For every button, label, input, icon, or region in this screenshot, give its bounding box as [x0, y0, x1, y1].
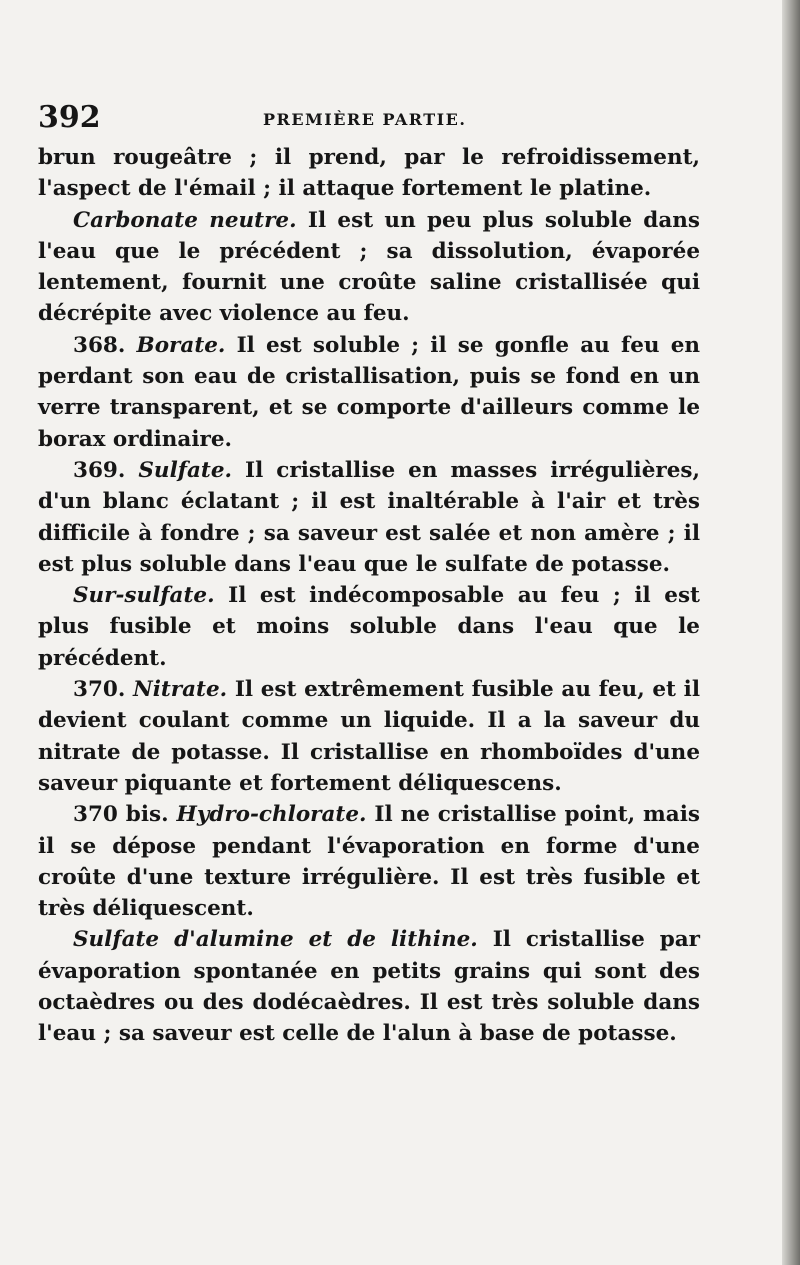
paragraph-text: Il est indécomposable au feu ; il est plus fusible et moins soluble dans l'eau que le précédent.	[38, 583, 700, 671]
paragraph-title: Sulfate d'alumine et de lithine.	[73, 927, 478, 953]
paragraph-text: Il est extrêmement fusible au feu, et il devient coulant comme un liquide. Il a la saveur du nitrate de potasse. Il cristallise en rhomboïdes d'une saveur piquante et fortement déliquescens.	[38, 677, 700, 796]
paragraph-370bis-hydro-chlorate	[38, 799, 700, 924]
page-edge-shadow	[782, 0, 800, 1265]
section-number: 370 bis.	[73, 802, 177, 828]
page-header	[38, 100, 728, 140]
paragraph-370-nitrate	[38, 674, 700, 799]
paragraph-text: Il est un peu plus soluble dans l'eau que le précédent ; sa dissolution, évaporée lentement, fournit une croûte saline cristallisée qui décrépite avec violence au feu.	[38, 207, 700, 327]
paragraph-continuation	[38, 142, 700, 205]
page-number: 392	[38, 100, 101, 135]
paragraph-sur-sulfate	[38, 580, 700, 674]
paragraph-text: Il ne cristallise point, mais il se dépose pendant l'évaporation en forme d'une croûte d'une texture irrégulière. Il est très fusible et très déliquescent.	[38, 802, 700, 922]
section-number: 369.	[73, 457, 139, 483]
paragraph-text: brun rougeâtre ; il prend, par le refroidissement, l'aspect de l'émail ; il attaque fortement le platine.	[38, 145, 700, 202]
paragraph-carbonate-neutre	[38, 205, 700, 330]
paragraph-title: Carbonate neutre.	[73, 207, 297, 233]
paragraph-text: Il est soluble ; il se gonfle au feu en perdant son eau de cristallisation, puis se fond en un verre transparent, et se comporte d'ailleurs comme le borax ordinaire.	[38, 332, 700, 452]
paragraph-title: Hydro-chlorate.	[176, 802, 367, 828]
paragraph-text: Il cristallise en masses irrégulières, d'un blanc éclatant ; il est inaltérable à l'air et très difficile à fondre ; sa saveur est salée et non amère ; il est plus soluble dans l'eau que le sulfate de potasse.	[38, 457, 700, 577]
section-number: 370.	[73, 677, 134, 703]
paragraph-title: Nitrate.	[133, 677, 228, 703]
body-text	[38, 142, 700, 1050]
paragraph-369-sulfate	[38, 455, 700, 580]
section-number: 368.	[73, 332, 137, 358]
running-title: PREMIÈRE PARTIE.	[263, 110, 467, 129]
paragraph-368-borate	[38, 330, 700, 455]
paragraph-title: Borate.	[136, 332, 226, 358]
paragraph-text: Il cristallise par évaporation spontanée en petits grains qui sont des octaèdres ou des dodécaèdres. Il est très soluble dans l'eau ; sa saveur est celle de l'alun à base de potasse.	[38, 927, 701, 1047]
paragraph-title: Sulfate.	[138, 457, 233, 483]
paragraph-sulfate-alumine-lithine	[38, 924, 700, 1049]
paragraph-title: Sur-sulfate.	[73, 583, 215, 609]
